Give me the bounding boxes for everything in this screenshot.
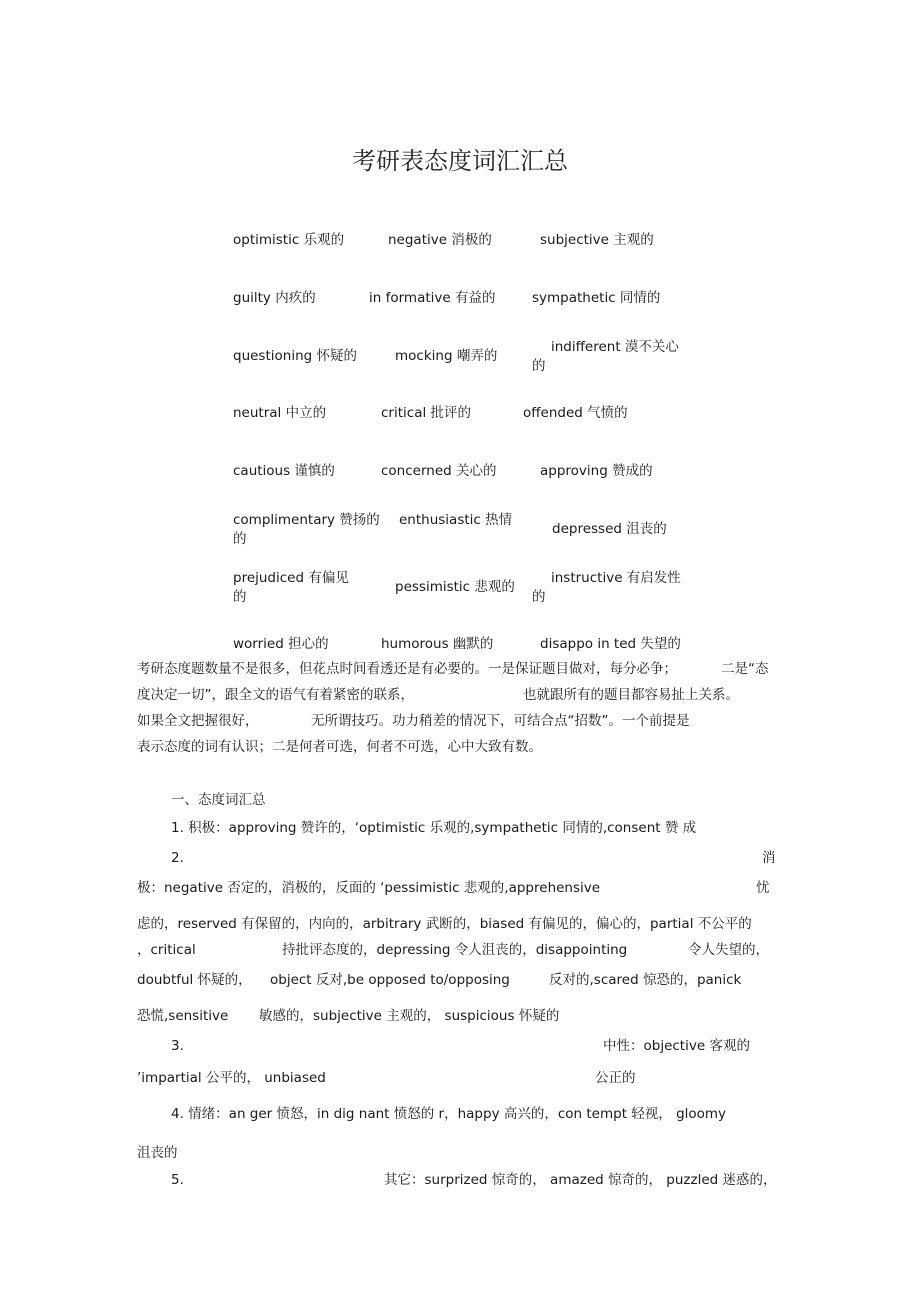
item-2-line-3b: 持批评态度的，depressing 令人沮丧的，disappointing xyxy=(282,942,628,958)
intro-line-3-end: 无所谓技巧。功力稍差的情况下，可结合点“招数”。一个前提是 xyxy=(311,713,690,729)
vocab-instructive: instructive 有启发性 xyxy=(551,570,681,586)
vocab-depressed: depressed 沮丧的 xyxy=(552,521,667,537)
vocab-guilty: guilty 内疚的 xyxy=(233,290,316,306)
vocab-offended: offended 气愤的 xyxy=(523,405,628,421)
item-2-line-4a: doubtful 怀疑的， xyxy=(137,972,252,988)
intro-line-1-end: 二是“态 xyxy=(721,661,769,677)
vocab-optimistic: optimistic 乐观的 xyxy=(233,232,345,248)
vocab-humorous: humorous 幽默的 xyxy=(381,636,494,652)
item-2-line-1: 极：negative 否定的，消极的，反面的 ‘pessimistic 悲观的,apprehensive xyxy=(137,880,601,896)
item-5-number: 5. xyxy=(171,1172,184,1188)
item-3-neutral: 中性：objective 客观的 xyxy=(603,1038,750,1054)
item-2-line-4b: object 反对,be opposed to/opposing xyxy=(270,972,510,988)
vocab-subjective: subjective 主观的 xyxy=(540,232,654,248)
vocab-prejudiced: prejudiced 有偏见 xyxy=(233,570,349,586)
item-2-line-2: 虑的，reserved 有保留的，内向的，arbitrary 武断的，biased 有偏见的，偏心的，partial 不公平的 xyxy=(137,916,752,932)
item-2-number: 2. xyxy=(171,850,184,866)
vocab-sympathetic: sympathetic 同情的 xyxy=(532,290,661,306)
intro-line-3: 如果全文把握很好， xyxy=(137,713,259,729)
item-3-number: 3. xyxy=(171,1038,184,1054)
item-2-line-1-end: 忧 xyxy=(756,880,770,896)
vocab-complimentary: complimentary 赞扬的 xyxy=(233,512,380,528)
item-5-other: 其它：surprized 惊奇的， amazed 惊奇的， puzzled 迷惑的， xyxy=(384,1172,777,1188)
section-heading: 一、态度词汇总 xyxy=(171,792,266,808)
item-3-line-2a: ’impartial 公平的， unbiased xyxy=(137,1070,326,1086)
vocab-concerned: concerned 关心的 xyxy=(381,463,497,479)
page-title: 考研表态度词汇汇总 xyxy=(352,147,568,175)
vocab-indifferent-wrap: 的 xyxy=(532,358,546,374)
item-1-positive: 1. 积极：approving 赞许的，‘optimistic 乐观的,sympathetic 同情的,consent 赞 成 xyxy=(171,820,697,836)
item-2-label-start: 消 xyxy=(762,850,776,866)
item-2-line-3a: ，critical xyxy=(137,942,196,958)
intro-line-4: 表示态度的词有认识；二是何者可选，何者不可选，心中大致有数。 xyxy=(137,739,542,755)
item-4-emotion: 4. 情绪：an ger 愤怒，in dig nant 愤怒的 r，happy 高兴的，con tempt 轻视， gloomy xyxy=(171,1106,727,1122)
item-2-line-5a: 恐慌,sensitive xyxy=(137,1008,229,1024)
item-3-line-2b: 公正的 xyxy=(595,1070,636,1086)
vocab-cautious: cautious 谨慎的 xyxy=(233,463,335,479)
vocab-indifferent: indifferent 漠不关心 xyxy=(551,339,679,355)
vocab-informative: in formative 有益的 xyxy=(369,290,496,306)
vocab-pessimistic: pessimistic 悲观的 xyxy=(395,579,515,595)
vocab-worried: worried 担心的 xyxy=(233,636,329,652)
vocab-disappointed: disappo in ted 失望的 xyxy=(540,636,681,652)
vocab-mocking: mocking 嘲弄的 xyxy=(395,348,498,364)
vocab-negative: negative 消极的 xyxy=(388,232,492,248)
vocab-questioning: questioning 怀疑的 xyxy=(233,348,357,364)
intro-line-2: 度决定一切”，跟全文的语气有着紧密的联系， xyxy=(137,687,414,703)
item-2-line-4c: 反对的,scared 惊恐的，panick xyxy=(549,972,742,988)
vocab-neutral: neutral 中立的 xyxy=(233,405,327,421)
item-2-line-3c: 令人失望的， xyxy=(688,942,769,958)
item-2-line-5b: 敏感的，subjective 主观的， suspicious 怀疑的 xyxy=(259,1008,560,1024)
intro-line-1: 考研态度题数量不是很多，但花点时间看透还是有必要的。一是保证题目做对，每分必争； xyxy=(137,661,677,677)
item-4-line-2: 沮丧的 xyxy=(137,1145,178,1161)
vocab-prejudiced-wrap: 的 xyxy=(233,589,247,605)
vocab-approving: approving 赞成的 xyxy=(540,463,653,479)
vocab-enthusiastic: enthusiastic 热情 xyxy=(399,512,513,528)
vocab-critical: critical 批评的 xyxy=(381,405,472,421)
vocab-instructive-wrap: 的 xyxy=(532,589,546,605)
intro-line-2-end: 也就跟所有的题目都容易扯上关系。 xyxy=(523,687,739,703)
vocab-complimentary-wrap: 的 xyxy=(233,531,247,547)
